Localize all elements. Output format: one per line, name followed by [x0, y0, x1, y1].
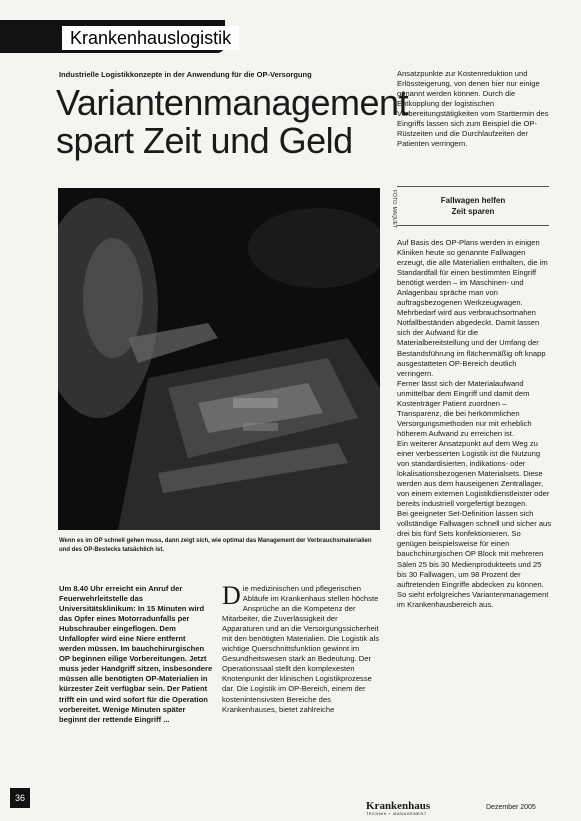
- section-title: Krankenhauslogistik: [62, 26, 239, 50]
- intro-column: [59, 584, 214, 725]
- subhead-rule-bottom: [397, 225, 549, 226]
- middle-text: ie medizinischen und pflegerischen Abläufe im Krankenhaus stellen höchste Ansprüche an die Kompetenz der Mitarbeiter, die Zuverlässigkeit der Apparaturen und an die Versorgungssicherheit mit den benötigten Materialien. Die Logistik als wichtige Querschnittsfunktion gewinnt im Gesundheitswesen stark an Bedeutung. Der Operationssaal stellt den komplexesten Knotenpunkt der klinischen Logistikprozesse dar. Die Logistik im OP-Bereich, einem der kostenintensivsten Bereiche des Krankenhauses, bietet zahlreiche: [222, 584, 380, 714]
- middle-column: [222, 581, 380, 715]
- right-paragraph-4: Bei geeigneter Set-Definition lassen sich vollständige Fallwagen schnell und sicher aus drei bis fünf Sets konfektionieren. So genügen beispielsweise für einen bauchchirurgischen OP Block mit mehreren Sälen 25 bis 30 Medienprodukteets und 25 bis 30 Fallwagen, um 98 Prozent der auftretenden Eingriffe abdecken zu können. So sieht erfolgreiches Variantenmanagement im Krankenhausbereich aus.: [397, 509, 552, 609]
- photo-illustration: [58, 188, 380, 530]
- right-paragraph-2: Ferner lässt sich der Materialaufwand unmittelbar dem Eingriff und damit dem Kostenträger Patient zuordnen – Transparenz, die bei herkömmlichen Versorgungsmethoden nur mit erheblich höherem Aufwand zu erreichen ist.: [397, 378, 532, 438]
- middle-paragraph: [222, 581, 380, 715]
- subheading: [397, 195, 549, 217]
- right-column-main: [397, 238, 552, 610]
- subhead-line-2: Zeit sparen: [451, 207, 495, 216]
- right-paragraph-3: Ein weiterer Ansatzpunkt auf dem Weg zu einer verbesserten Logistik ist die Nutzung von standardisierten, indikations- oder lokalisationsbezogenen Materialsets. Diese werden aus dem hauseigenen Zentrallager, von einem externen Logistikdienstleister oder bereits industriell vorgefertigt bezogen.: [397, 438, 550, 509]
- subhead-line-1: Fallwagen helfen: [440, 196, 506, 205]
- photo-credit: FOTO: MAQUET: [391, 190, 397, 228]
- photo-caption: Wenn es im OP schnell gehen muss, dann zeigt sich, wie optimal das Management der Verbrauchsmaterialien und des OP-Bestecks tatsächlich ist.: [59, 538, 372, 553]
- right-column-top: [397, 69, 552, 149]
- issue-date: Dezember 2005: [486, 804, 536, 811]
- title-line-1: Variantenmanagement: [56, 82, 409, 123]
- magazine-logo: Krankenhaus: [366, 800, 431, 812]
- title-line-2: spart Zeit und Geld: [56, 120, 353, 161]
- intro-paragraph: Um 8.40 Uhr erreicht ein Anruf der Feuerwehrleitstelle das Universitätsklinikum: In 15 Minuten wird das Opfer eines Motorradunfalls per Hubschrauber eingeflogen. Dem Unfallopfer wird eine Niere entfernt werden müssen. Im bauchchirurgischen OP beginnen eilige Vorbereitungen. Jetzt muss jeder Handgriff sitzen, insbesondere müssen alle benötigten OP-Materialien in kürzester Zeit verfügbar sein. Der Patient trifft ein und wird sofort für die Operation vorbereitet. Wenige Minuten später beginnt der rettende Eingriff ...: [59, 584, 213, 724]
- subhead-rule-top: [397, 186, 549, 187]
- article-title: [56, 82, 409, 161]
- article-photo: [58, 188, 380, 530]
- page-number: 36: [10, 788, 30, 808]
- drop-cap: D: [222, 581, 241, 610]
- right-top-paragraph: Ansatzpunkte zur Kostenreduktion und Erlössteigerung, von denen hier nur einige genannt werden können. Durch die Entkopplung der logistischen Vorbereitungstätigkeiten vom Starttermin des Eingriffs lassen sich zum Beispiel die OP-Rüstzeiten und die Durchlaufzeiten der Patienten verringern.: [397, 69, 549, 149]
- article-kicker: Industrielle Logistikkonzepte in der Anwendung für die OP-Versorgung: [59, 70, 312, 79]
- magazine-logo-subtitle: TECHNIK + MANAGEMENT: [366, 811, 427, 816]
- right-paragraph-1: Auf Basis des OP-Plans werden in einigen Kliniken heute so genannte Fallwagen erzeugt, die alle Materialien enthalten, die im Standardfall für einen bestimmten Eingriff benötigt werden – im Maschinen- und Anlagenbau spräche man von auftragsbezogenen Werkzeugwagen. Mehrbedarf wird aus verbrauchsortnahen Notfallbeständen abgedeckt. Damit lassen sich der Aufwand für die Materialbereitstellung und der Umfang der Bestandsführung im flächenmäßig oft knapp ausgestatteten OP-Bereich deutlich verringern.: [397, 238, 548, 378]
